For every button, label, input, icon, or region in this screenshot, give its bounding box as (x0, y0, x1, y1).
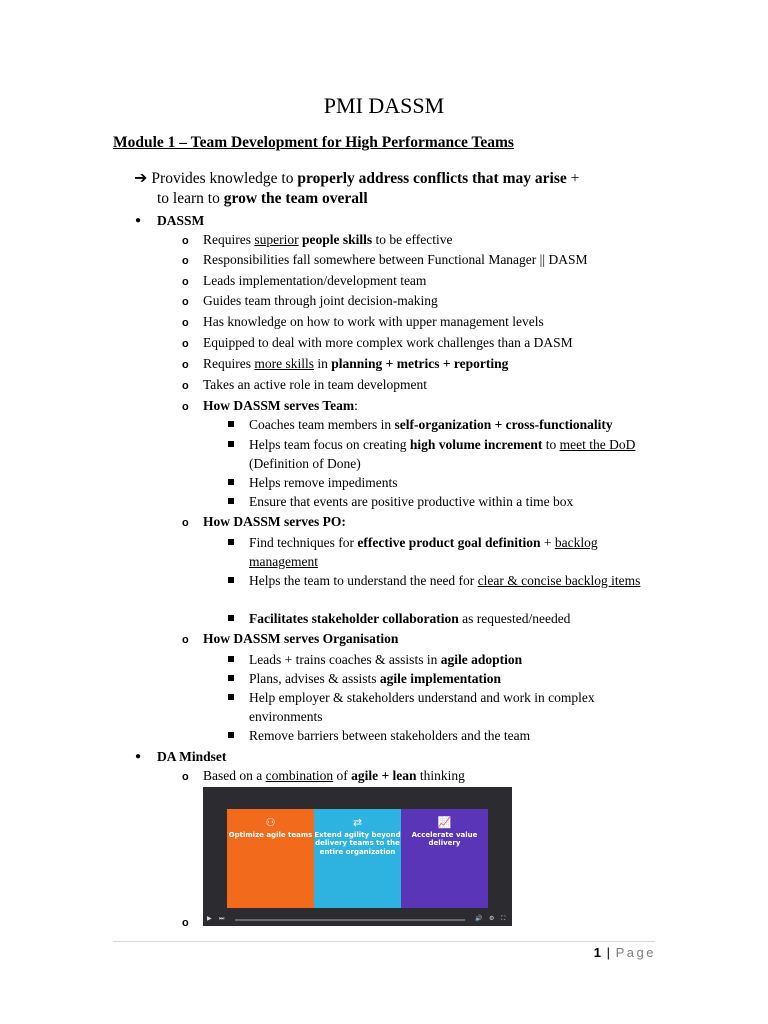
arrow-icon: ➔ (134, 168, 148, 187)
bullet-icon: ● (135, 751, 142, 762)
panel-accelerate: 📈 Accelerate value delivery (401, 809, 488, 908)
settings-icon[interactable]: ⚙ (489, 915, 495, 922)
trend-chart-icon: 📈 (437, 816, 452, 829)
embedded-video[interactable] (203, 787, 512, 926)
module-heading: Module 1 – Team Development for High Performance Teams (113, 134, 514, 151)
square-bullet-icon (228, 498, 234, 504)
list-item: Find techniques for effective product goal definition + backlog management (249, 534, 669, 571)
square-bullet-icon (228, 577, 234, 583)
list-item: Help employer & stakeholders understand and work in complex environments (249, 689, 669, 726)
circle-bullet-icon: o (182, 401, 189, 413)
fullscreen-icon[interactable]: ⛶ (501, 915, 506, 922)
circle-bullet-icon: o (182, 380, 189, 392)
bullet-icon: ● (135, 215, 142, 226)
page-number: 1 | Page (593, 945, 656, 960)
panel-extend: ⇄ Extend agility beyond delivery teams to the entire organization (314, 809, 401, 908)
list-item: o Takes an active role in team development (203, 376, 427, 394)
circle-bullet-icon: o (182, 296, 189, 308)
list-item-dassm: ● DASSM (135, 213, 205, 228)
list-item-serves-po: o How DASSM serves PO: (203, 513, 346, 531)
circle-bullet-icon: o (182, 255, 189, 267)
list-item: o Requires superior people skills to be effective (203, 231, 453, 249)
square-bullet-icon (228, 656, 234, 662)
list-item: Coaches team members in self-organization + cross-functionality (249, 416, 669, 435)
intro-line-2: to learn to grow the team overall (157, 190, 368, 207)
square-bullet-icon (228, 615, 234, 621)
circle-bullet-icon: o (182, 235, 189, 247)
volume-icon[interactable]: 🔊 (475, 915, 483, 922)
list-item-serves-organisation: o How DASSM serves Organisation (203, 630, 398, 648)
list-item-serves-team: o How DASSM serves Team: (203, 397, 358, 415)
list-item: o Guides team through joint decision-making (203, 292, 438, 310)
panel-optimize: ⚇ Optimize agile teams (227, 809, 314, 908)
list-item: o Equipped to deal with more complex work challenges than a DASM (203, 334, 573, 352)
list-item: o Has knowledge on how to work with upper management levels (203, 313, 544, 331)
square-bullet-icon (228, 694, 234, 700)
swap-arrows-icon: ⇄ (352, 816, 363, 829)
circle-bullet-icon: o (182, 634, 189, 646)
circle-bullet-icon: o (182, 771, 189, 783)
list-item: o Requires more skills in planning + metrics + reporting (203, 355, 508, 373)
next-icon[interactable]: ⏭ (219, 915, 225, 922)
square-bullet-icon (228, 421, 234, 427)
document-title: PMI DASSM (323, 93, 445, 118)
list-item: Helps the team to understand the need for clear & concise backlog items (249, 572, 669, 591)
list-item: Facilitates stakeholder collaboration as requested/needed (249, 610, 669, 629)
circle-bullet-icon: o (182, 517, 189, 529)
square-bullet-icon (228, 539, 234, 545)
square-bullet-icon (228, 441, 234, 447)
list-item: Leads + trains coaches & assists in agile adoption (249, 651, 669, 670)
circle-bullet-icon: o (182, 338, 189, 350)
play-icon[interactable]: ▶ (207, 915, 212, 922)
circle-bullet-icon: o (182, 317, 189, 329)
list-item: o Responsibilities fall somewhere between Functional Manager || DASM (203, 251, 587, 269)
circle-bullet-icon: o (182, 917, 189, 929)
square-bullet-icon (228, 675, 234, 681)
list-item: o Based on a combination of agile + lean thinking (203, 767, 465, 785)
list-item: Helps remove impediments (249, 474, 669, 493)
circle-bullet-icon: o (182, 359, 189, 371)
square-bullet-icon (228, 479, 234, 485)
list-item: Helps team focus on creating high volume increment to meet the DoD (Definition of Done) (249, 436, 669, 473)
intro-line-1: ➔ Provides knowledge to properly address conflicts that may arise + (134, 168, 580, 187)
list-item: Ensure that events are positive productive within a time box (249, 493, 669, 512)
square-bullet-icon (228, 732, 234, 738)
list-item: Plans, advises & assists agile implementation (249, 670, 669, 689)
list-item: Remove barriers between stakeholders and the team (249, 727, 669, 746)
team-icon: ⚇ (265, 816, 276, 829)
list-item-da-mindset: ● DA Mindset (135, 749, 227, 764)
list-item: o Leads implementation/development team (203, 272, 426, 290)
video-controls (203, 914, 512, 926)
video-progress-track[interactable] (235, 919, 465, 921)
footer-divider (113, 941, 655, 942)
circle-bullet-icon: o (182, 276, 189, 288)
